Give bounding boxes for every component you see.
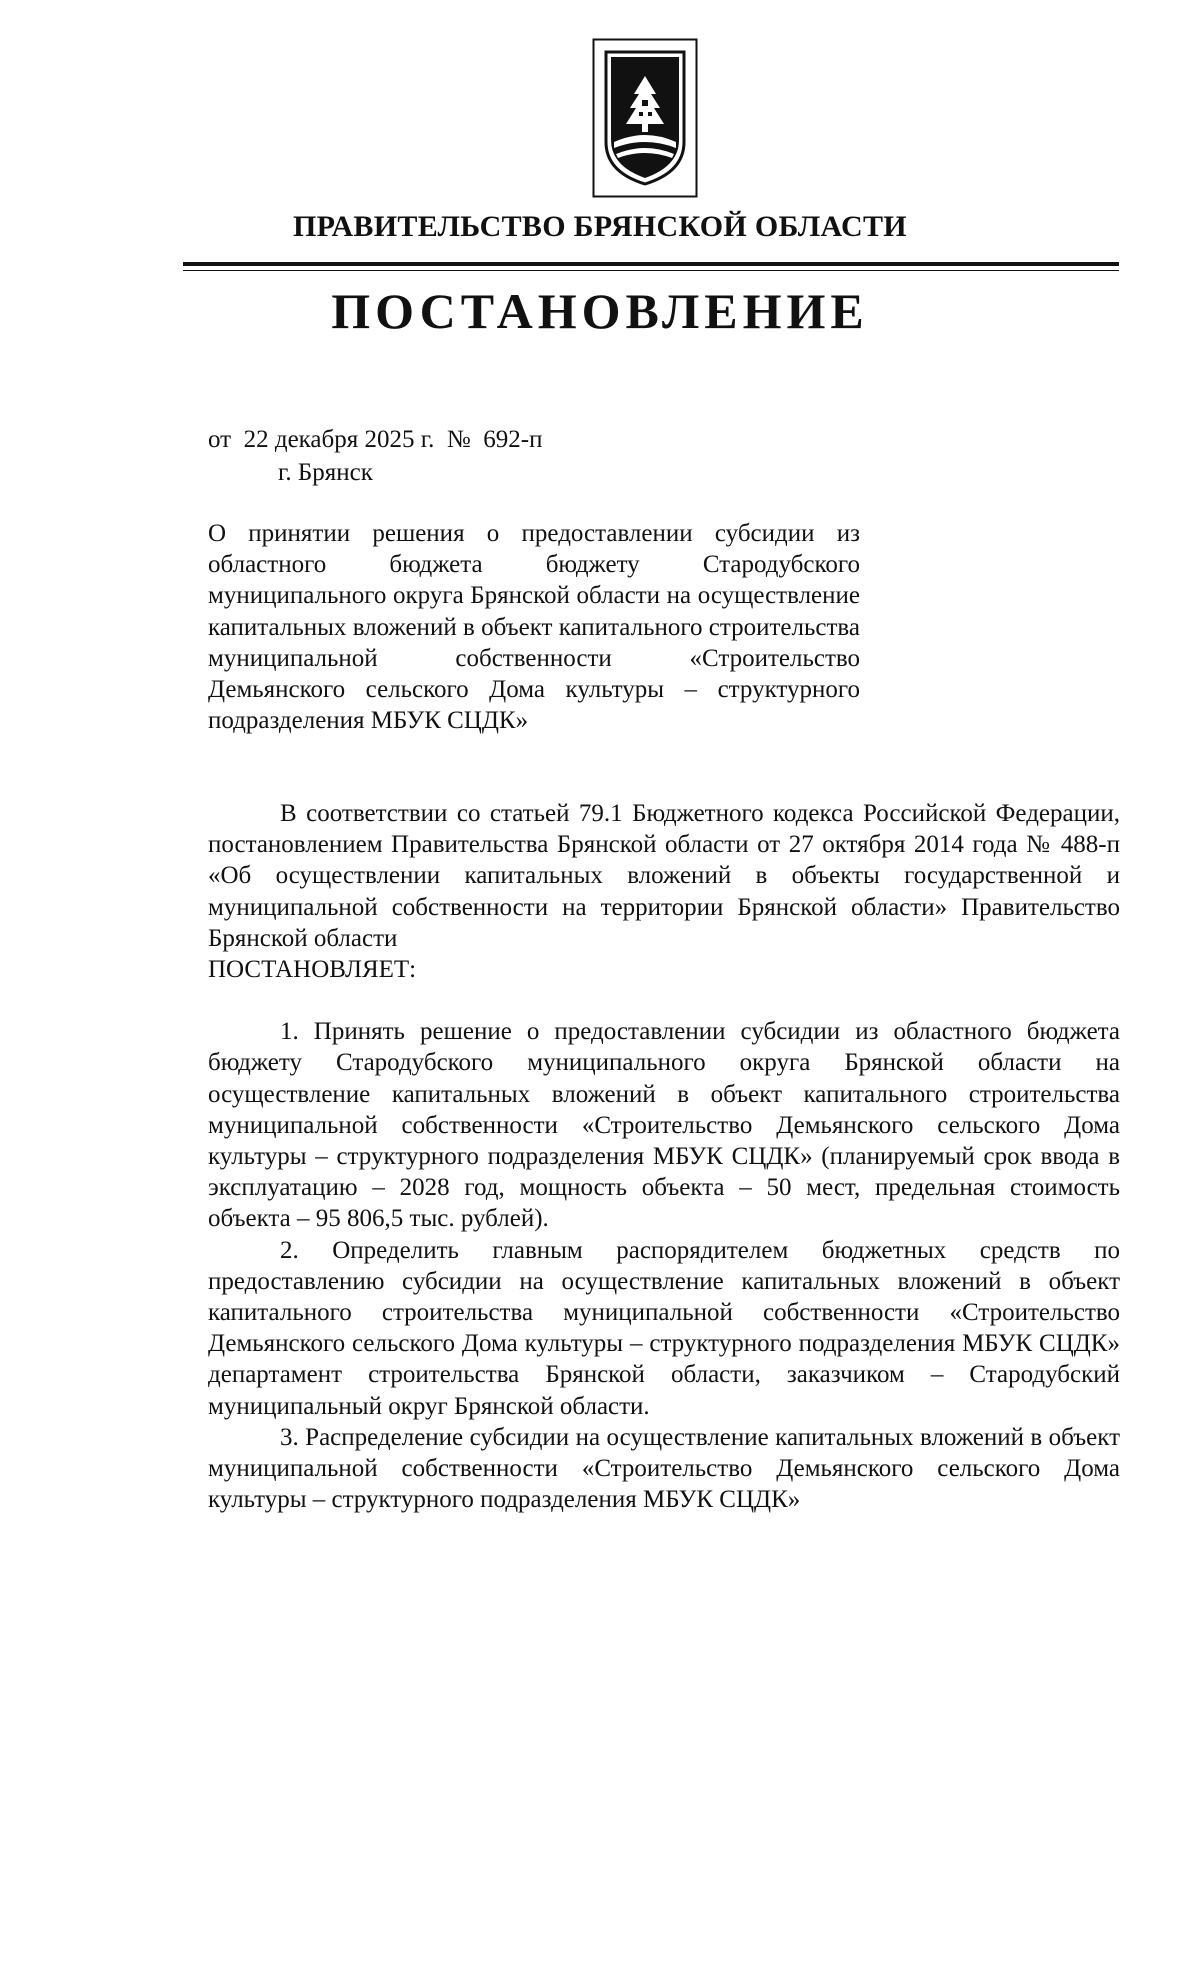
point-3: 3. Распределение субсидии на осуществление капитальных вложений в объект муниципальной собственности «Строительство Демьянского сельского Дома культуры – структурного подразделения МБУК СЦДК» bbox=[208, 1423, 1120, 1514]
document-subject: О принятии решения о предоставлении субсидии из областного бюджета бюджету Стародубского муниципального округа Брянской области на осуществление капитальных вложений в объект капитального строительства муниципальной собственности «Строительство Демьянского сельского Дома культуры – структурного подразделения МБУК СЦДК» bbox=[208, 520, 860, 735]
document-body bbox=[208, 798, 1120, 1515]
header-rule-thin bbox=[183, 270, 1119, 271]
date-number-line: от 22 декабря 2025 г. № 692-п bbox=[208, 426, 543, 453]
header-rule-thick bbox=[183, 262, 1119, 266]
coat-of-arms-emblem bbox=[592, 38, 698, 198]
government-title: ПРАВИТЕЛЬСТВО БРЯНСКОЙ ОБЛАСТИ bbox=[293, 210, 907, 243]
preamble-paragraph: В соответствии со статьей 79.1 Бюджетного кодекса Российской Федерации, постановлением Правительства Брянской области от 27 октября 2014 года № 488-п «Об осуществлении капитальных вложений в объекты государственной и муниципальной собственности на территории Брянской области» Правительство Брянской области bbox=[208, 800, 1120, 952]
point-1: 1. Принять решение о предоставлении субсидии из областного бюджета бюджету Стародубского муниципального округа Брянской области на осуществление капитальных вложений в объект капитального строительства муниципальной собственности «Строительство Демьянского сельского Дома культуры – структурного подразделения МБУК СЦДК» (планируемый срок ввода в эксплуатацию – 2028 год, мощность объекта – 50 мест, предельная стоимость объекта – 95 806,5 тыс. рублей). bbox=[208, 1018, 1120, 1233]
place-of-issue: г. Брянск bbox=[278, 459, 373, 486]
document-type-heading: ПОСТАНОВЛЕНИЕ bbox=[331, 283, 869, 339]
point-2: 2. Определить главным распорядителем бюджетных средств по предоставлению субсидии на осуществление капитальных вложений в объект капитального строительства муниципальной собственности «Строительство Демьянского сельского Дома культуры – структурного подразделения МБУК СЦДК» департамент строительства Брянской области, заказчиком – Стародубский муниципальный округ Брянской области. bbox=[208, 1236, 1120, 1420]
resolves-heading: ПОСТАНОВЛЯЕТ: bbox=[208, 956, 417, 984]
